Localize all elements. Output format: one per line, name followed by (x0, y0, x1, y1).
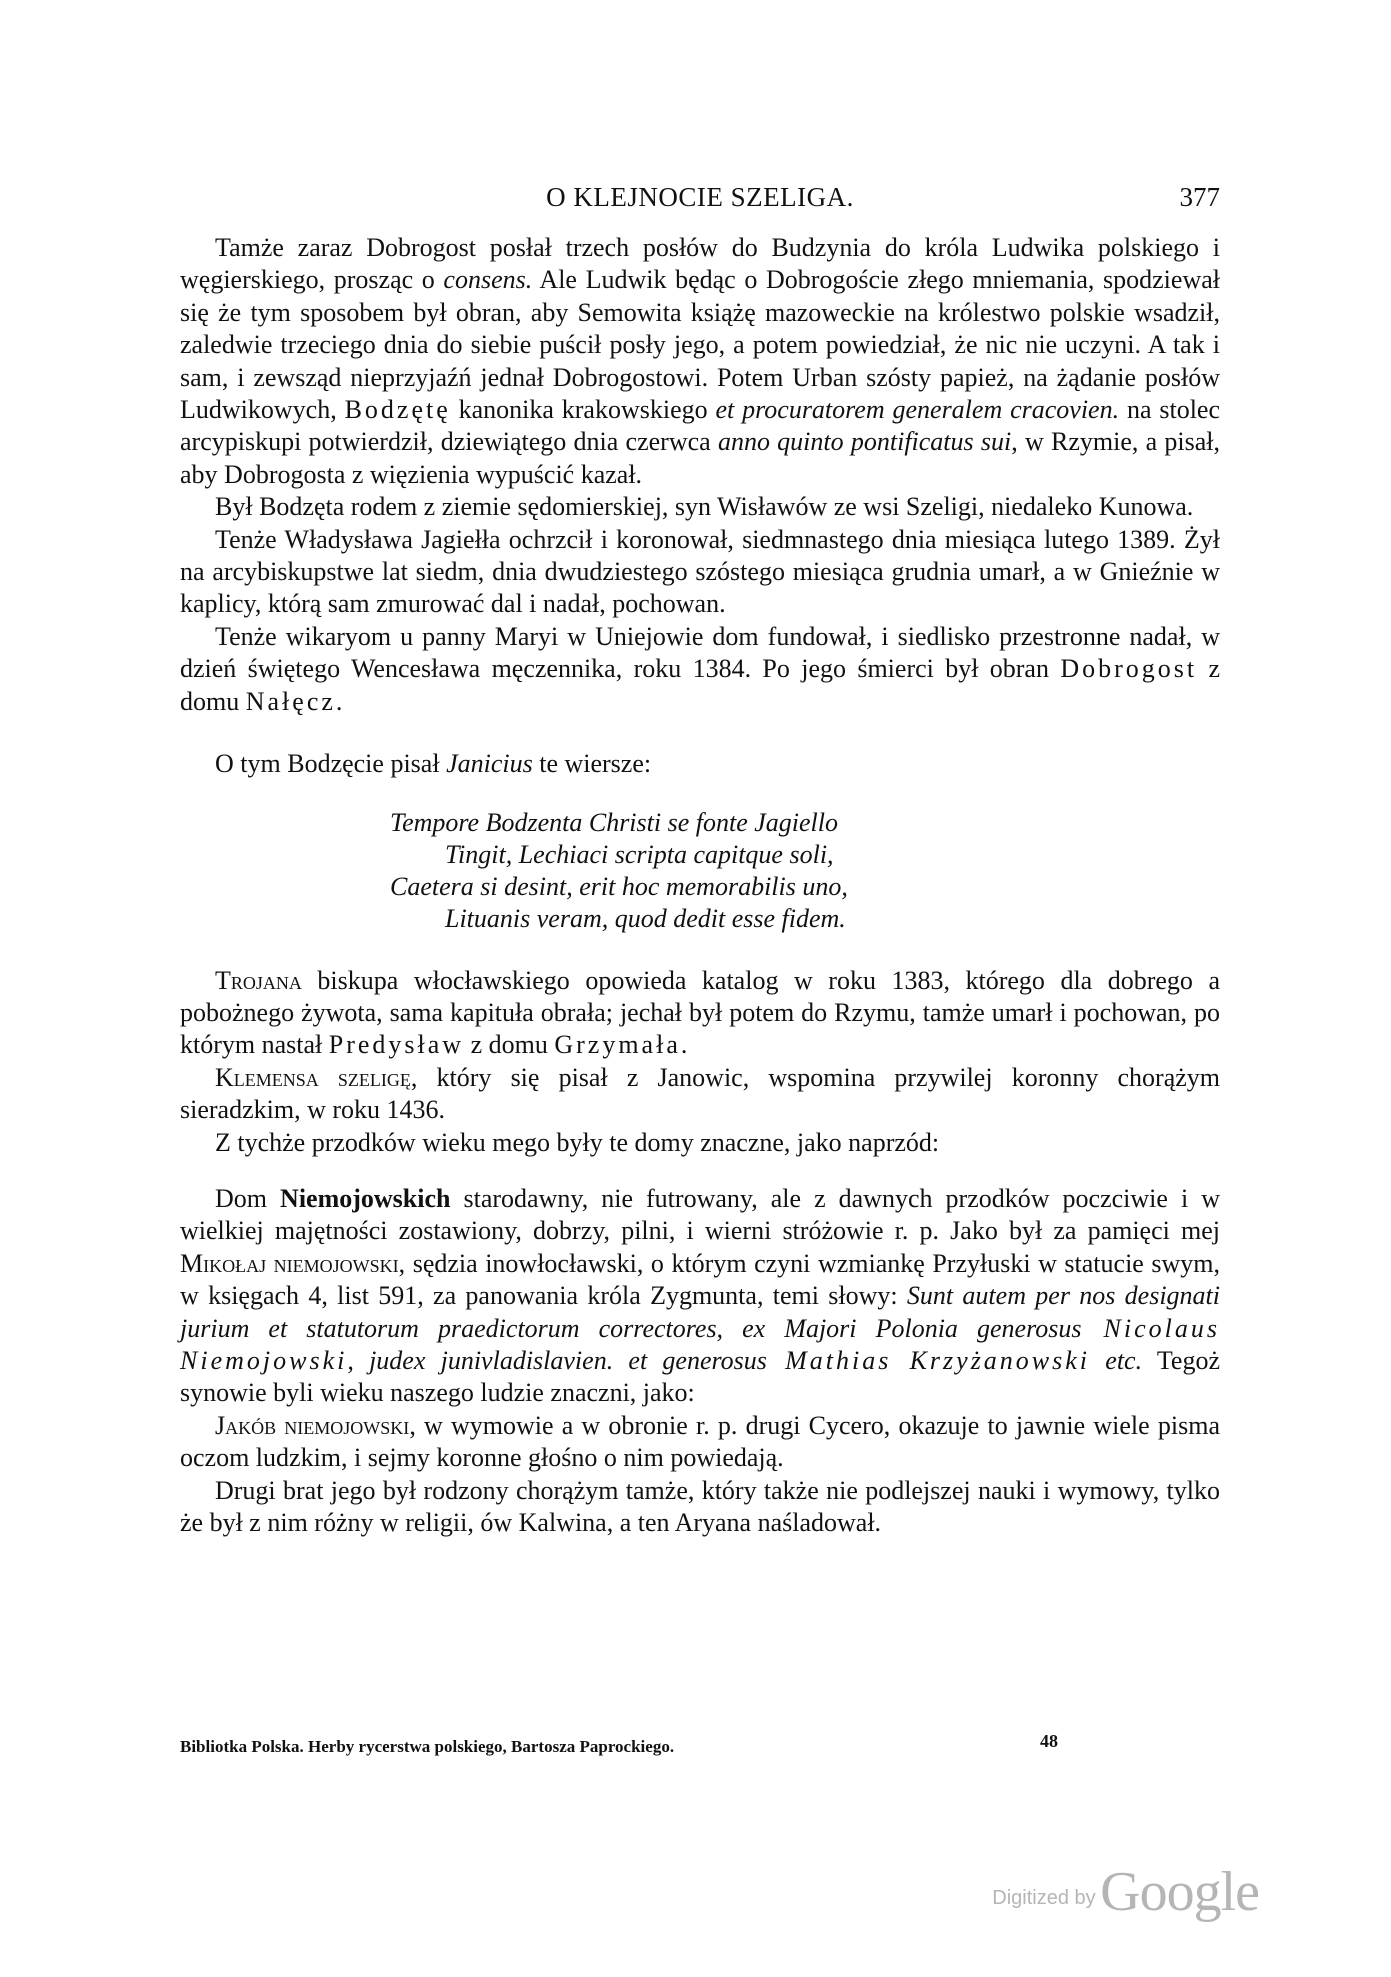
text-run: Tegoż synowie byli wieku naszego ludzie znaczni, jako: (180, 1345, 1221, 1408)
text-run: te wiersze: (532, 749, 652, 779)
text-run: . (680, 1030, 688, 1060)
author-name: Janicius (446, 749, 533, 779)
house-name: Niemojowskich (280, 1183, 451, 1213)
text-run: O tym Bodzęcie pisał (215, 749, 447, 779)
footer-note (180, 1731, 1080, 1767)
latin-phrase: et procuratorem generalem cracovien. (715, 395, 1120, 425)
google-logo: Google (1100, 1861, 1259, 1923)
small-caps-name: Jakób niemojowski (215, 1410, 410, 1440)
paragraph-5 (180, 748, 1220, 780)
paragraph-8: Z tychże przodków wieku mego były te domy znaczne, jako naprzód: (215, 1127, 940, 1157)
chapter-title: O KLEJNOCIE SZELIGA. (546, 182, 854, 212)
digitized-watermark (992, 1860, 1259, 1924)
signature-mark: 48 (1040, 1731, 1058, 1751)
paragraph-11: Drugi brat jego był rodzony chorążym tamże, który także nie podlejszej nauki i wymowy, tylko że był z nim różny w religii, ów Kalwina, a ten Aryana naśladował. (180, 1475, 1220, 1537)
small-caps-name: Mikołaj niemojowski (180, 1248, 399, 1278)
page-number: 377 (1179, 182, 1220, 212)
spacer (180, 935, 1220, 965)
main-text (180, 232, 1220, 1539)
verse-line: Tempore Bodzenta Christi se fonte Jagiello (390, 807, 838, 837)
text-run: . (335, 686, 343, 716)
text-run: na stolec arcypiskupi potwierdził, dziewiątego dnia czerwca (180, 395, 1220, 457)
verse-line: Tingit, Lechiaci scripta capitque soli, (445, 839, 834, 869)
verse-line: Caetera si desint, erit hoc memorabilis uno, (390, 871, 848, 901)
text-run: , sędzia inowłocławski, o którym czyni wzmiankę Przyłuski w statucie swym, w księgach 4, list 591, za panowania króla Zygmunta, temi słowy: (180, 1248, 1220, 1311)
latin-phrase: anno quinto pontificatus sui (717, 427, 1012, 457)
latin-verse (390, 807, 1220, 935)
text-run: , w wymowie a w obronie r. p. drugi Cycero, okazuje to jawnie wiele pisma oczom ludzkim, i sejmy koronne głośno o nim powiedają. (180, 1410, 1220, 1473)
text-run: kanonika krakowskiego (450, 395, 716, 425)
text-run: Dom (215, 1183, 281, 1213)
verse-line: Lituanis veram, quod dedit esse fidem. (445, 903, 846, 933)
spaced-name: Predysław (328, 1030, 465, 1060)
paragraph-10 (180, 1410, 1220, 1475)
small-caps-name: Trojana (215, 965, 302, 995)
spaced-name: Grzymała (554, 1030, 681, 1060)
digitized-label: Digitized by (992, 1887, 1096, 1909)
spacer (180, 718, 1220, 748)
text-run: Tenże wikaryom u panny Maryi w Uniejowie dom fundował, i siedlisko przestronne nadał, w dzień świętego Wencesława męczennika, roku 1384. Po jego śmierci był obran (180, 621, 1220, 684)
paragraph-3: Tenże Władysława Jagiełła ochrzcił i koronował, siedmnastego dnia miesiąca lutego 1389. Żył na arcybiskupstwe lat siedm, dnia dwudziestego szóstego miesiąca grudnia umarł, a w Gnieźnie w kaplicy, którą sam zmurować dal i nadał, pochowan. (180, 524, 1220, 619)
spacer (180, 1159, 1220, 1183)
small-caps-name: Klemensa szeligę (215, 1062, 411, 1092)
text-run: z domu (464, 1030, 555, 1060)
latin-phrase: etc. (1090, 1345, 1143, 1375)
latin-phrase: consens. (443, 265, 533, 295)
paragraph-6 (180, 965, 1220, 1062)
spaced-name: Dobrogost (1060, 654, 1198, 684)
spaced-name: Nałęcz (245, 686, 336, 716)
spaced-name: Nicolaus Niemojowski (180, 1313, 1221, 1375)
spaced-name: Mathias Krzyżanowski (766, 1345, 1091, 1375)
paragraph-4 (180, 621, 1220, 718)
paragraph-1 (180, 232, 1220, 491)
text-run: z domu (180, 654, 1220, 716)
paragraph-2: Był Bodzęta rodem z ziemie sędomierskiej, syn Wisławów ze wsi Szeligi, niedaleko Kunowa. (215, 492, 1194, 522)
latin-phrase: , judex junivladislavien. et generosus (347, 1345, 767, 1375)
text-run: Ale Ludwik będąc o Dobrogoście złego mniemania, spodziewał się że tym sposobem był obran, aby Semowita książę mazoweckie na królestwo polskie wsadził, zaledwie trzeciego dnia do siebie puścił posły jego, a potem powiedział, że nic nie uczyni. A tak i sam, i zewsząd nieprzyjaźń jednał Dobrogostowi. Potem Urban szósty papież, na żądanie posłów Ludwikowych, (180, 265, 1220, 425)
footer-text: Bibliotka Polska. Herby rycerstwa polskiego, Bartosza Paprockiego. (180, 1737, 675, 1756)
paragraph-7 (180, 1062, 1220, 1127)
text-run: starodawny, nie futrowany, ale z dawnych przodków poczciwie i w wielkiej majętności zostawiony, dobrzy, pilni, i wierni stróżowie r. p. Jako był za pamięci mej (180, 1183, 1220, 1246)
text-run: biskupa włocławskiego opowieda katalog w roku 1383, którego dla dobrego a pobożnego żywota, sama kapituła obrała; jechał był potem do Rzymu, tamże umarł i pochowan, po którym nastał (180, 965, 1220, 1060)
text-run: , w Rzymie, a pisał, aby Dobrogosta z więzienia wypuścić kazał. (180, 427, 1220, 489)
paragraph-9 (180, 1183, 1220, 1410)
spaced-name: Bodzętę (344, 395, 451, 425)
latin-phrase: Sunt autem per nos designati jurium et statutorum praedictorum correctores, ex Majori Polonia generosus (180, 1281, 1220, 1343)
running-header (180, 182, 1220, 218)
text-run: , który się pisał z Janowic, wspomina przywilej koronny chorążym sieradzkim, w roku 1436. (180, 1062, 1220, 1125)
text-run: Tamże zaraz Dobrogost posłał trzech posłów do Budzynia do króla Ludwika polskiego i węgierskiego, prosząc o (180, 233, 1220, 295)
